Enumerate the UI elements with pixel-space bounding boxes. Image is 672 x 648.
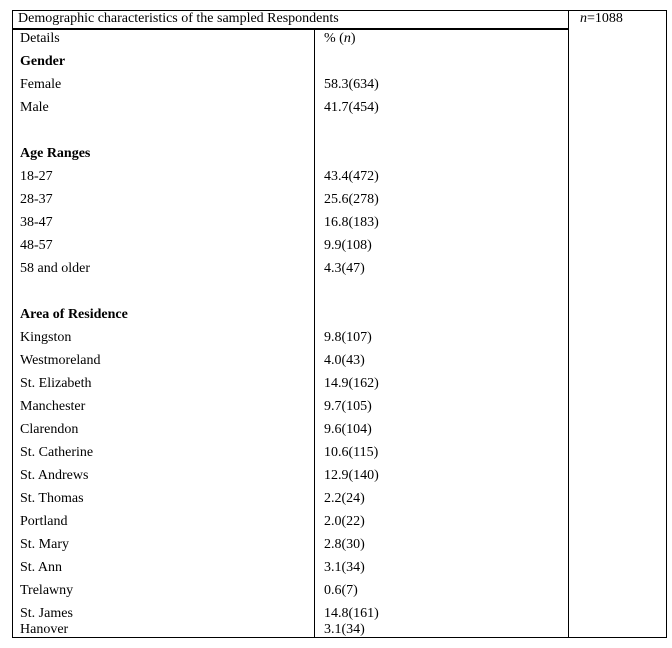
row-value: 3.1(34) — [324, 622, 365, 637]
row-value: 16.8(183) — [324, 215, 379, 230]
row-label: 18-27 — [20, 169, 53, 184]
row-value: 58.3(634) — [324, 77, 379, 92]
sample-size-value: =1088 — [587, 11, 623, 26]
row-label: St. Ann — [20, 560, 63, 575]
row-value: 4.0(43) — [324, 353, 365, 368]
column-header-percent — [324, 31, 356, 47]
row-label: Hanover — [20, 622, 69, 637]
percent-close-paren: ) — [350, 31, 356, 46]
column-header-details: Details — [20, 31, 60, 46]
row-label: Clarendon — [20, 422, 79, 437]
sample-size — [580, 11, 623, 27]
section-title: Area of Residence — [20, 307, 128, 322]
row-label: 28-37 — [20, 192, 53, 207]
sample-size-symbol: n — [580, 11, 587, 26]
row-label: Kingston — [20, 330, 72, 345]
column-divider-n — [568, 10, 569, 638]
percent-label: % ( — [324, 31, 344, 46]
row-value: 9.6(104) — [324, 422, 372, 437]
row-value: 41.7(454) — [324, 100, 379, 115]
row-value: 2.2(24) — [324, 491, 365, 506]
row-value: 9.8(107) — [324, 330, 372, 345]
row-label: St. Andrews — [20, 468, 89, 483]
percent-n-label: n — [343, 31, 351, 46]
row-label: Female — [20, 77, 62, 92]
row-label: Westmoreland — [20, 353, 101, 368]
row-value: 9.7(105) — [324, 399, 372, 414]
row-value: 10.6(115) — [324, 445, 379, 460]
row-label: St. Catherine — [20, 445, 94, 460]
row-value: 12.9(140) — [324, 468, 379, 483]
section-title: Age Ranges — [20, 146, 91, 161]
table-right-border — [666, 10, 667, 638]
row-value: 14.9(162) — [324, 376, 379, 391]
row-label: Manchester — [20, 399, 86, 414]
row-value: 2.8(30) — [324, 537, 365, 552]
row-label: Male — [20, 100, 49, 115]
row-label: 58 and older — [20, 261, 90, 276]
row-label: St. Elizabeth — [20, 376, 92, 391]
row-label: Trelawny — [20, 583, 74, 598]
row-label: St. James — [20, 606, 73, 621]
section-title: Gender — [20, 54, 66, 69]
header-bottom-border — [12, 28, 568, 30]
row-value: 3.1(34) — [324, 560, 365, 575]
row-label: 38-47 — [20, 215, 53, 230]
column-divider-values — [314, 29, 315, 638]
row-value: 9.9(108) — [324, 238, 372, 253]
row-label: St. Mary — [20, 537, 69, 552]
row-value: 43.4(472) — [324, 169, 379, 184]
row-value: 14.8(161) — [324, 606, 379, 621]
row-label: Portland — [20, 514, 68, 529]
row-label: 48-57 — [20, 238, 53, 253]
table-left-border — [12, 10, 13, 638]
row-value: 2.0(22) — [324, 514, 365, 529]
table-caption: Demographic characteristics of the sampled Respondents — [18, 11, 339, 26]
row-value: 25.6(278) — [324, 192, 379, 207]
row-value: 0.6(7) — [324, 583, 358, 598]
row-value: 4.3(47) — [324, 261, 365, 276]
row-label: St. Thomas — [20, 491, 84, 506]
